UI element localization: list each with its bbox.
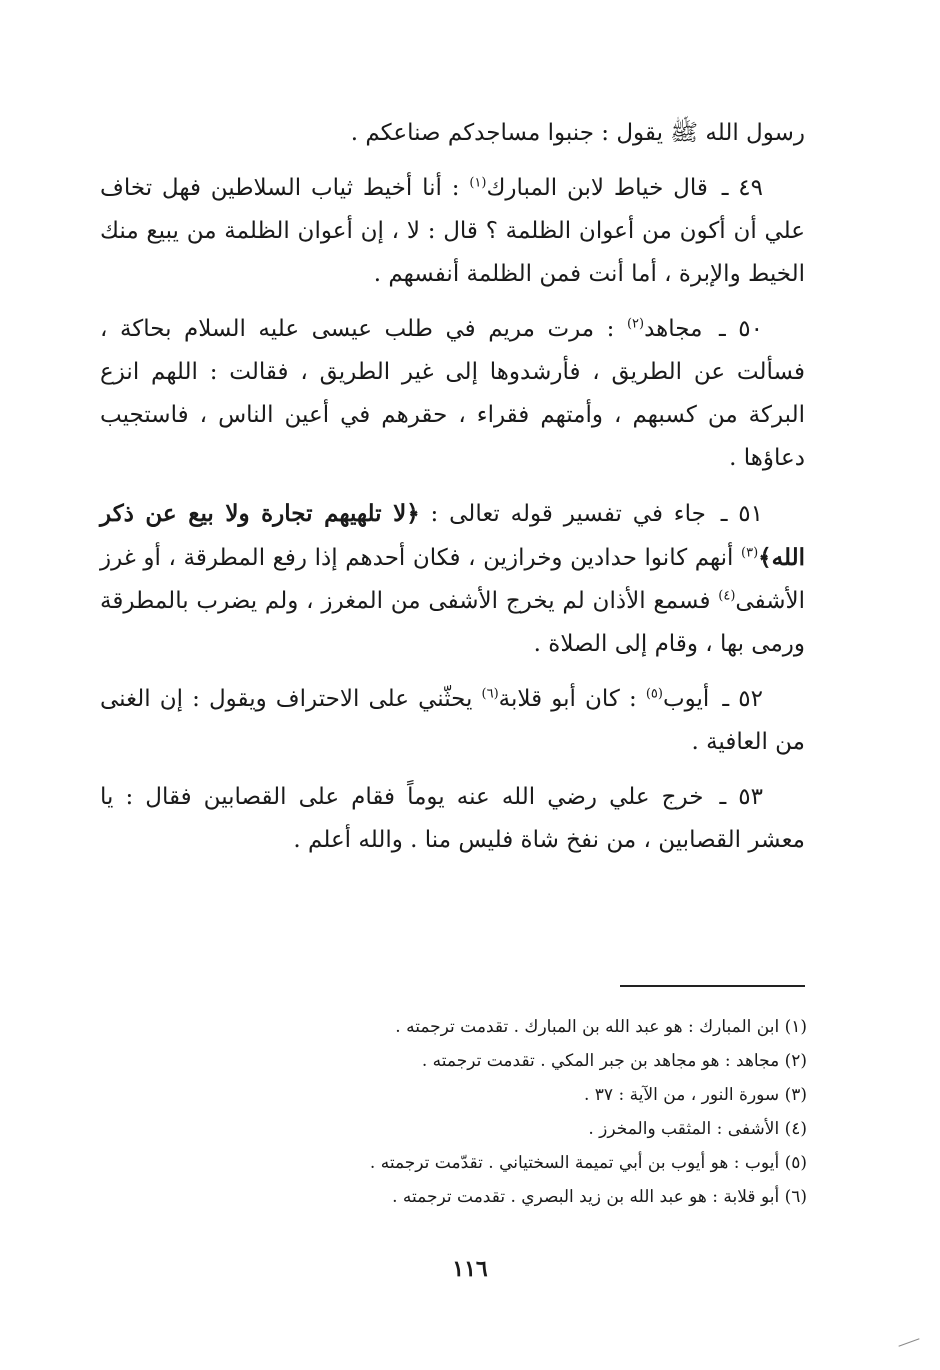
footnote-1: (١) ابن المبارك : هو عبد الله بن المبارك . تقدمت ترجمته .: [395, 1017, 807, 1037]
footnote-ref-6[interactable]: (٦): [481, 686, 499, 702]
paragraph-49-text-1: قال خياط لابن المبارك: [486, 175, 708, 201]
paragraph-continuation: [100, 112, 805, 155]
paragraph-52: [100, 678, 805, 764]
main-text: [100, 112, 805, 874]
paragraph-52-text-3: يحثّني على الاحتراف ويقول : إن الغنى من العافية .: [100, 686, 805, 755]
paragraph-50-text-1: مجاهد: [644, 316, 703, 342]
footnote-ref-5[interactable]: (٥): [645, 686, 663, 702]
paragraph-50-number: ٥٠ ـ: [719, 316, 764, 342]
footnote-6: (٦) أبو قلابة : هو عبد الله بن زيد البصري . تقدمت ترجمته .: [392, 1187, 807, 1207]
footnote-2: (٢) مجاهد : هو مجاهد بن جبر المكي . تقدمت ترجمته .: [421, 1051, 807, 1071]
footnote-separator: [620, 985, 805, 987]
paragraph-53: [100, 776, 805, 862]
paragraph-53-text-1: خرج علي رضي الله عنه يوماً فقام على القصابين فقال : يا معشر القصابين ، من نفخ شاة فليس منا . والله أعلم .: [100, 784, 805, 853]
paragraph-50: [100, 308, 805, 480]
paragraph-51-number: ٥١ ـ: [720, 501, 763, 527]
footnote-ref-3[interactable]: (٣): [741, 545, 759, 561]
scan-mark: [898, 1338, 919, 1346]
paragraph-50-text-2: : مرت مريم في طلب عيسى عليه السلام بحاكة ، فسألت عن الطريق ، فأرشدوها إلى غير الطريق ، فقالت : اللهم انزع البركة من كسبهم ، وأمتهم فقراء ، حقرهم في أعين الناس ، فاستجيب دعاؤها .: [100, 316, 805, 471]
paragraph-51-text-1: جاء في تفسير قوله تعالى :: [419, 501, 706, 527]
paragraph-52-text-1: أيوب: [662, 686, 710, 712]
footnotes: [207, 1010, 807, 1214]
paragraph-53-number: ٥٣ ـ: [719, 784, 763, 810]
paragraph-49-number: ٤٩ ـ: [721, 175, 763, 201]
quran-quote: ﴿لا تلهيهم تجارة ولا بيع عن ذكر الله﴾: [100, 500, 805, 571]
footnote-3: (٣) سورة النور ، من الآية : ٣٧ .: [583, 1085, 807, 1105]
paragraph-52-number: ٥٢ ـ: [722, 686, 763, 712]
paragraph-continuation-text: رسول الله ﷺ يقول : جنبوا مساجدكم صناعكم .: [350, 120, 805, 146]
footnote-4: (٤) الأشفى : المثقب والمخرز .: [588, 1119, 807, 1139]
page-number: ١١٦: [452, 1256, 488, 1282]
footnote-ref-1[interactable]: (١): [469, 175, 487, 191]
paragraph-51-text-3: فسمع الأذان لم يخرج الأشفى من المغرز ، ولم يضرب بالمطرقة ورمى بها ، وقام إلى الصلاة .: [100, 588, 805, 657]
paragraph-49: [100, 167, 805, 296]
footnote-ref-2[interactable]: (٢): [626, 316, 645, 332]
paragraph-49-text-2: : أنا أخيط ثياب السلاطين فهل تخاف علي أن أكون من أعوان الظلمة ؟ قال : لا ، إن أعوان الظلمة من يبيع منك الخيط والإبرة ، أما أنت فمن الظلمة أنفسهم .: [100, 175, 805, 287]
paragraph-51: [100, 492, 805, 666]
paragraph-51-text-2: أنهم كانوا حدادين وخرازين ، فكان أحدهم إذا رفع المطرقة ، أو غرز الأشفى: [100, 545, 805, 614]
footnote-5: (٥) أيوب : هو أيوب بن أبي تميمة السختياني . تقدّمت ترجمته .: [369, 1153, 807, 1173]
paragraph-52-text-2: : كان أبو قلابة: [498, 686, 646, 712]
footnote-ref-4[interactable]: (٤): [718, 588, 736, 604]
